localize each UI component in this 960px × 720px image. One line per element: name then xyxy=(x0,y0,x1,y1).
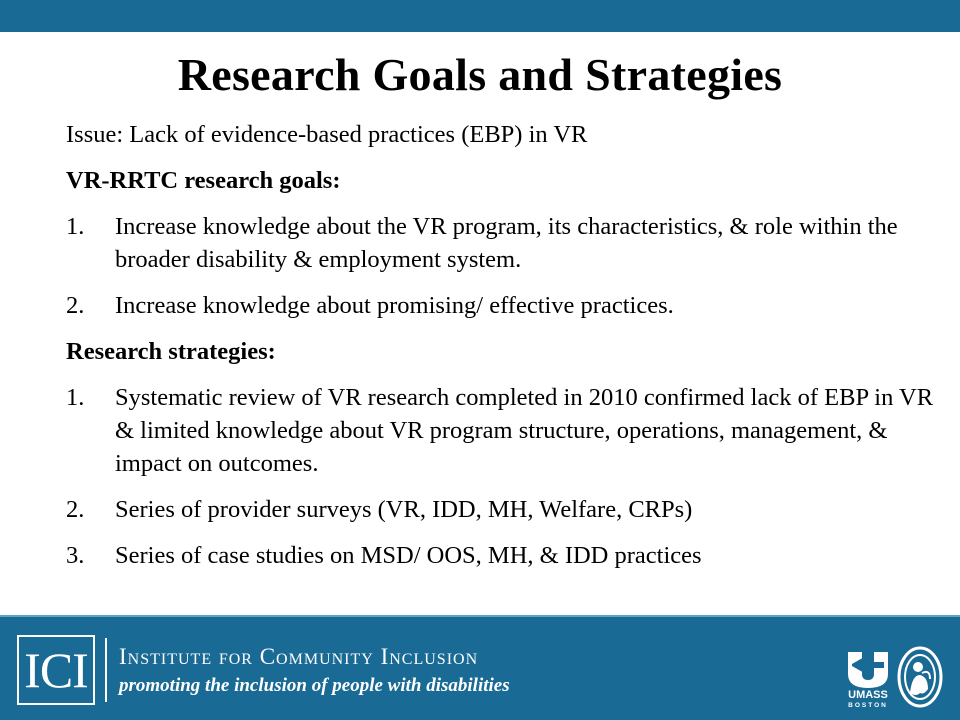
seal-graphic xyxy=(896,645,944,709)
university-seal-icon xyxy=(896,645,944,709)
logo-divider xyxy=(105,638,107,702)
top-header-bar xyxy=(0,0,960,32)
strategy-number: 3. xyxy=(66,542,85,569)
ici-logo-text: ICI xyxy=(24,642,88,698)
footer-divider-line xyxy=(0,615,960,617)
strategy-number: 2. xyxy=(66,496,85,523)
slide-body xyxy=(66,118,946,585)
organization-tagline: promoting the inclusion of people with disabilities xyxy=(119,675,510,696)
strategy-item xyxy=(66,381,946,480)
goal-item xyxy=(66,289,946,322)
slide-title: Research Goals and Strategies xyxy=(177,49,783,100)
goal-text: Increase knowledge about the VR program, its characteristics, & role within the broader disability & employment system. xyxy=(115,213,898,273)
umass-emblem-icon xyxy=(842,648,894,690)
issue-statement: Issue: Lack of evidence-based practices (EBP) in VR xyxy=(66,121,588,148)
strategy-text: Systematic review of VR research completed in 2010 confirmed lack of EBP in VR & limited knowledge about VR program structure, operations, management, & impact on outcomes. xyxy=(115,384,934,477)
organization-name: Institute for Community Inclusion xyxy=(119,644,479,669)
strategy-item xyxy=(66,539,946,572)
goal-item xyxy=(66,210,946,276)
umass-label: UMASS xyxy=(848,689,888,701)
strategy-text: Series of case studies on MSD/ OOS, MH, & IDD practices xyxy=(115,542,702,569)
umass-sub-label: BOSTON xyxy=(848,702,888,709)
ici-logo-icon xyxy=(17,635,95,705)
goal-text: Increase knowledge about promising/ effective practices. xyxy=(115,292,674,319)
strategy-text: Series of provider surveys (VR, IDD, MH, Welfare, CRPs) xyxy=(115,496,693,523)
umass-boston-logo-icon xyxy=(842,648,894,712)
strategy-item xyxy=(66,493,946,526)
goal-number: 1. xyxy=(66,213,85,240)
goals-heading: VR-RRTC research goals: xyxy=(66,167,341,194)
strategies-heading: Research strategies: xyxy=(66,338,276,365)
goal-number: 2. xyxy=(66,292,85,319)
strategy-number: 1. xyxy=(66,384,85,411)
